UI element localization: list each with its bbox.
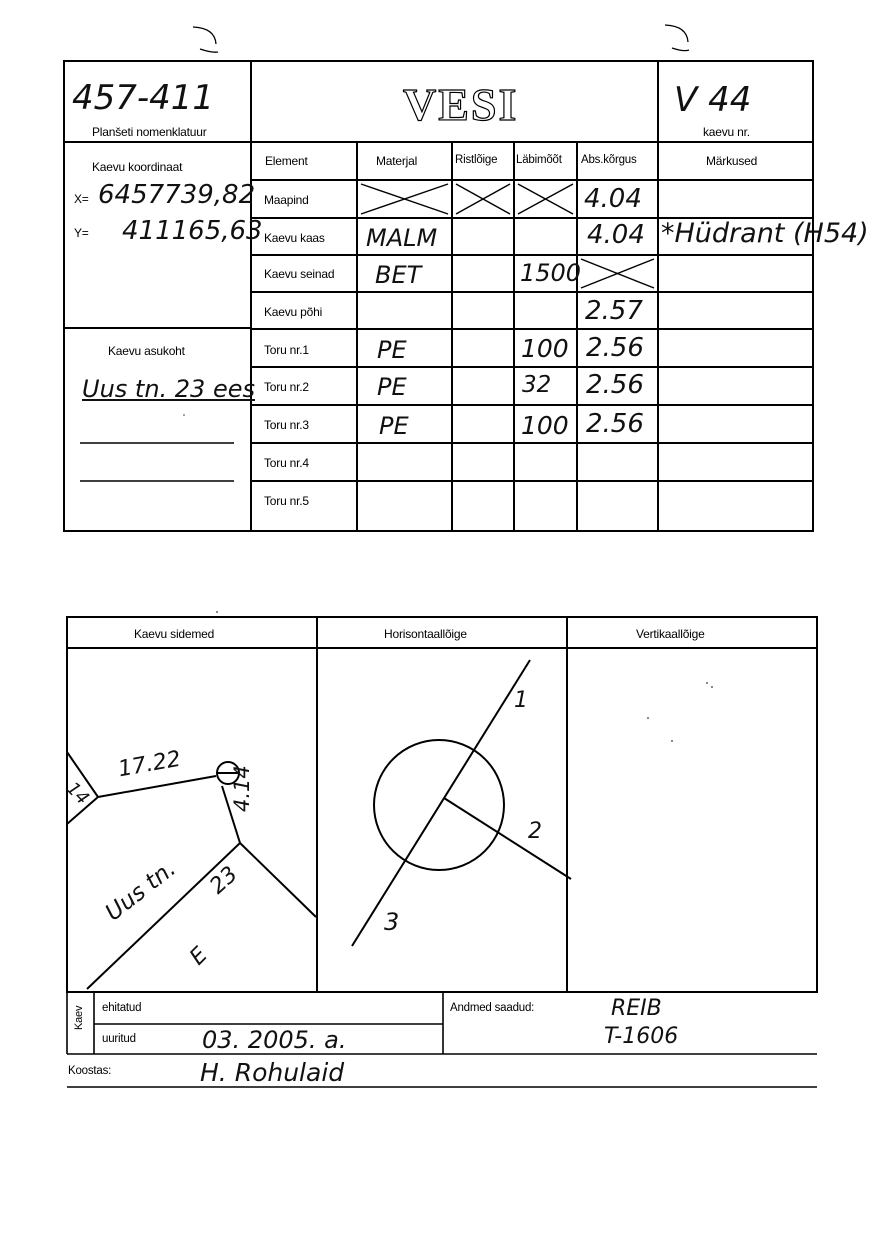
row-diameter: 32 <box>522 372 552 398</box>
x-label: X= <box>74 192 89 206</box>
row-diameter: 100 <box>521 334 569 363</box>
surveyed-label: uuritud <box>102 1033 136 1045</box>
row-element: Toru nr.5 <box>264 494 309 508</box>
row-element: Maapind <box>264 193 309 207</box>
pipe-1-label: 1 <box>514 688 528 713</box>
source-value-1: REIB <box>611 996 662 1021</box>
row-abs-height: 2.57 <box>585 296 643 326</box>
sketch-distance-1: 17.22 <box>116 746 183 783</box>
row-material: PE <box>377 336 407 364</box>
well-number-value: V 44 <box>674 80 752 120</box>
header-cross-section: Ristlõige <box>455 154 498 166</box>
surveyed-date: 03. 2005. a. <box>202 1026 347 1054</box>
row-element: Kaevu kaas <box>264 231 325 245</box>
header-horizontal-section: Horisontaallõige <box>384 627 467 641</box>
header-element: Element <box>265 154 308 168</box>
page-title: VESI <box>403 79 519 130</box>
row-note: *Hüdrant (H54) <box>661 218 869 249</box>
row-abs-height: 4.04 <box>587 220 645 250</box>
pipe-3-label: 3 <box>384 908 400 936</box>
sketch-house-number: 23 <box>205 861 243 900</box>
row-element: Kaevu seinad <box>264 267 335 281</box>
y-label: Y= <box>74 226 89 240</box>
source-value-2: T-1606 <box>604 1024 679 1049</box>
header-vertical-section: Vertikaallõige <box>636 627 705 641</box>
row-diameter: 1500 <box>520 259 582 287</box>
row-diameter: 100 <box>521 411 569 440</box>
row-element: Toru nr.3 <box>264 418 309 432</box>
row-material: BET <box>375 261 422 289</box>
sketch-mark: E <box>185 942 213 971</box>
header-abs-height: Abs.kõrgus <box>581 154 637 166</box>
row-material: PE <box>377 373 407 401</box>
y-value: 411165,63 <box>122 216 263 246</box>
built-label: ehitatud <box>102 1002 142 1014</box>
row-abs-height: 4.04 <box>584 184 642 214</box>
row-element: Toru nr.4 <box>264 456 309 470</box>
x-value: 6457739,82 <box>98 180 256 210</box>
nomenclature-value: 457-411 <box>72 78 215 118</box>
source-label: Andmed saadud: <box>450 1002 535 1014</box>
header-connections: Kaevu sidemed <box>134 627 215 641</box>
sketch-neighbor-number: 14 <box>61 777 93 810</box>
location-label: Kaevu asukoht <box>108 344 185 358</box>
location-value: Uus tn. 23 ees <box>82 375 255 403</box>
row-abs-height: 2.56 <box>586 333 644 363</box>
author-label: Koostas: <box>68 1065 112 1077</box>
nomenclature-label: Planšeti nomenklatuur <box>92 125 207 139</box>
row-element: Toru nr.1 <box>264 343 309 357</box>
coordinates-label: Kaevu koordinaat <box>92 160 183 174</box>
pipe-2-label: 2 <box>528 819 542 844</box>
row-element: Kaevu põhi <box>264 305 323 319</box>
header-notes: Märkused <box>706 154 758 168</box>
header-diameter: Läbimõõt <box>516 154 562 166</box>
sketch-street-name: Uus tn. <box>100 855 181 927</box>
well-number-label: kaevu nr. <box>703 125 750 139</box>
row-material: PE <box>379 412 409 440</box>
row-material: MALM <box>366 224 438 252</box>
row-abs-height: 2.56 <box>586 409 644 439</box>
sketch-distance-2: 4.14 <box>230 765 254 812</box>
row-element: Toru nr.2 <box>264 380 309 394</box>
row-abs-height: 2.56 <box>586 370 644 400</box>
well-side-label: Kaev <box>73 1005 85 1030</box>
header-material: Materjal <box>376 154 418 168</box>
author-value: H. Rohulaid <box>200 1058 345 1087</box>
